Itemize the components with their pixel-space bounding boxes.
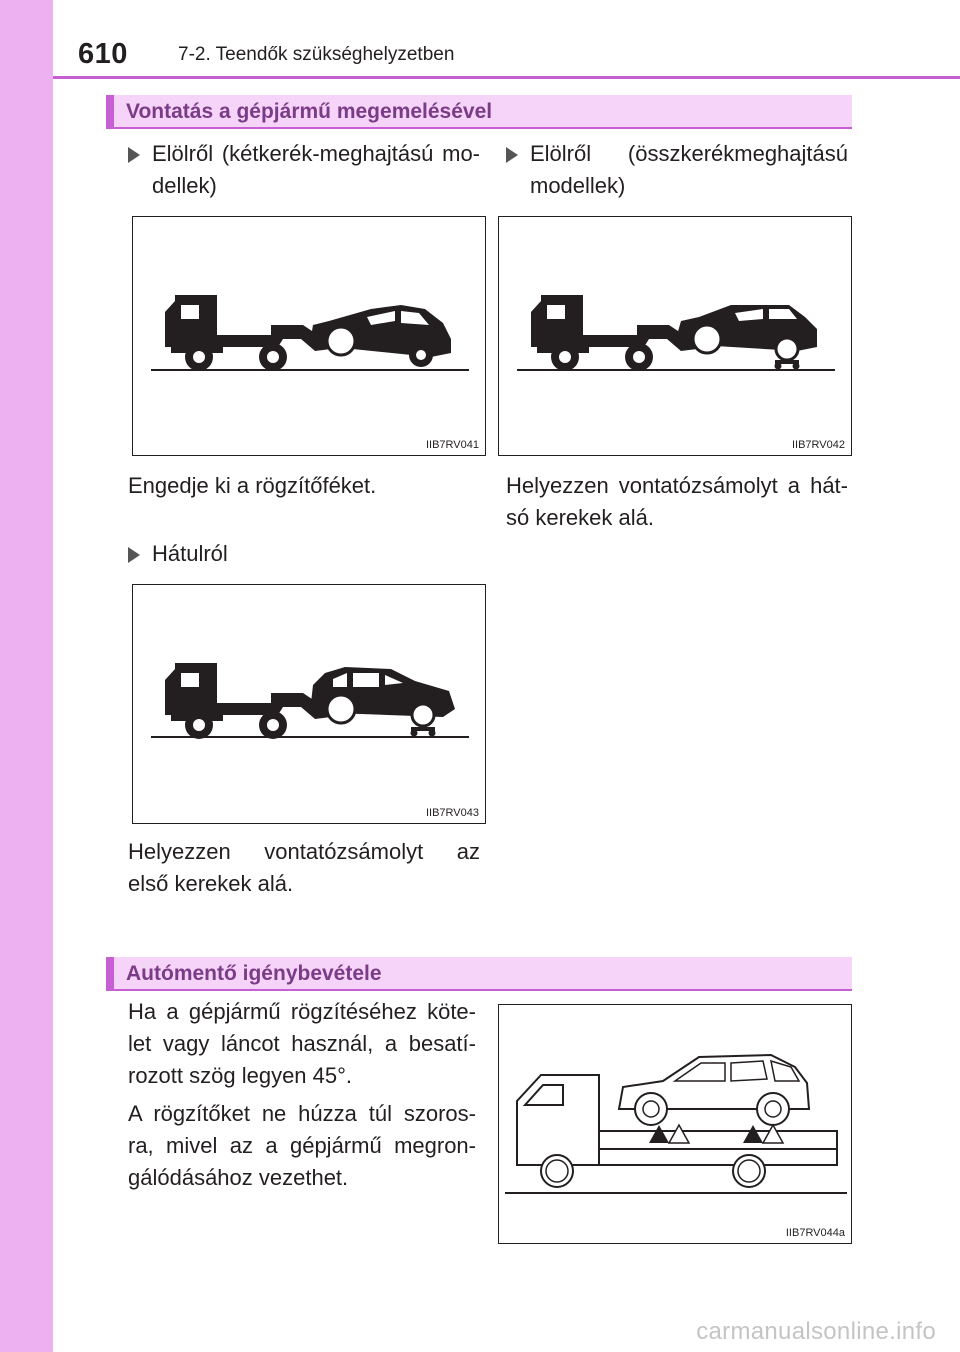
section-heading-towing-lift [106,95,852,129]
figure-code: IIB7RV042 [791,439,845,451]
tow-truck-front-4wd-illustration [499,217,853,457]
bullet-text: Hátulról [152,541,228,566]
paragraph-tie-down-tension [128,1098,476,1194]
chapter-title: 7-2. Teendők szükséghelyzetben [178,44,455,65]
bullet-front-4wd [506,138,848,202]
figure-code: IIB7RV043 [425,807,479,819]
figure-tow-front-4wd [498,216,852,456]
bullet-text-line2: modellek) [530,173,626,198]
bullet-text-line1: Elölről (összkerékmeghajtású [530,141,848,166]
header-rule [53,76,960,79]
bullet-text-line1: Elölről (kétkerék-meghajtású mo- [152,141,480,166]
figure-tow-rear [132,584,486,824]
section-title: Vontatás a gépjármű megemelésével [126,100,493,123]
tow-truck-front-lift-illustration [133,217,487,457]
text-line1: A rögzítőket ne húzza túl szoros- [128,1101,476,1126]
text-line1: Helyezzen vontatózsámolyt a hát- [506,473,848,498]
text-line3: rozott szög legyen 45°. [128,1063,353,1088]
page-header [0,0,960,80]
text-release-brake: Engedje ki a rögzítőféket. [128,473,377,498]
text-line3: gálódásához vezethet. [128,1165,349,1190]
bullet-arrow-icon [128,547,140,563]
bullet-rear [128,538,480,570]
text-line2: só kerekek alá. [506,505,654,530]
footer-watermark: carmanualsonline.info [696,1318,936,1345]
side-color-band [0,0,53,1352]
page-number: 610 [78,38,128,70]
bullet-front-2wd [128,138,480,202]
flatbed-truck-illustration [499,1005,853,1245]
heading-accent-bar [106,95,114,127]
heading-accent-bar [106,957,114,989]
figure-tow-front-2wd [132,216,486,456]
section-heading-flatbed [106,957,852,991]
text-line2: ra, mivel az a gépjármű megron- [128,1133,476,1158]
section-title: Autómentő igénybevétele [126,962,382,985]
paragraph-tie-down-angle [128,996,476,1092]
text-line1: Ha a gépjármű rögzítéséhez köte- [128,999,476,1024]
figure-flatbed-truck [498,1004,852,1244]
text-dolly-front-wheels [128,836,480,900]
bullet-arrow-icon [506,147,518,163]
text-line2: első kerekek alá. [128,871,294,896]
tow-truck-rear-lift-illustration [133,585,487,825]
figure-code: IIB7RV041 [425,439,479,451]
text-line2: let vagy láncot használ, a besatí- [128,1031,476,1056]
bullet-text-line2: dellek) [152,173,217,198]
text-line1: Helyezzen vontatózsámolyt az [128,839,480,864]
figure-code: IIB7RV044a [785,1227,845,1239]
text-dolly-rear-wheels [506,470,848,534]
bullet-arrow-icon [128,147,140,163]
